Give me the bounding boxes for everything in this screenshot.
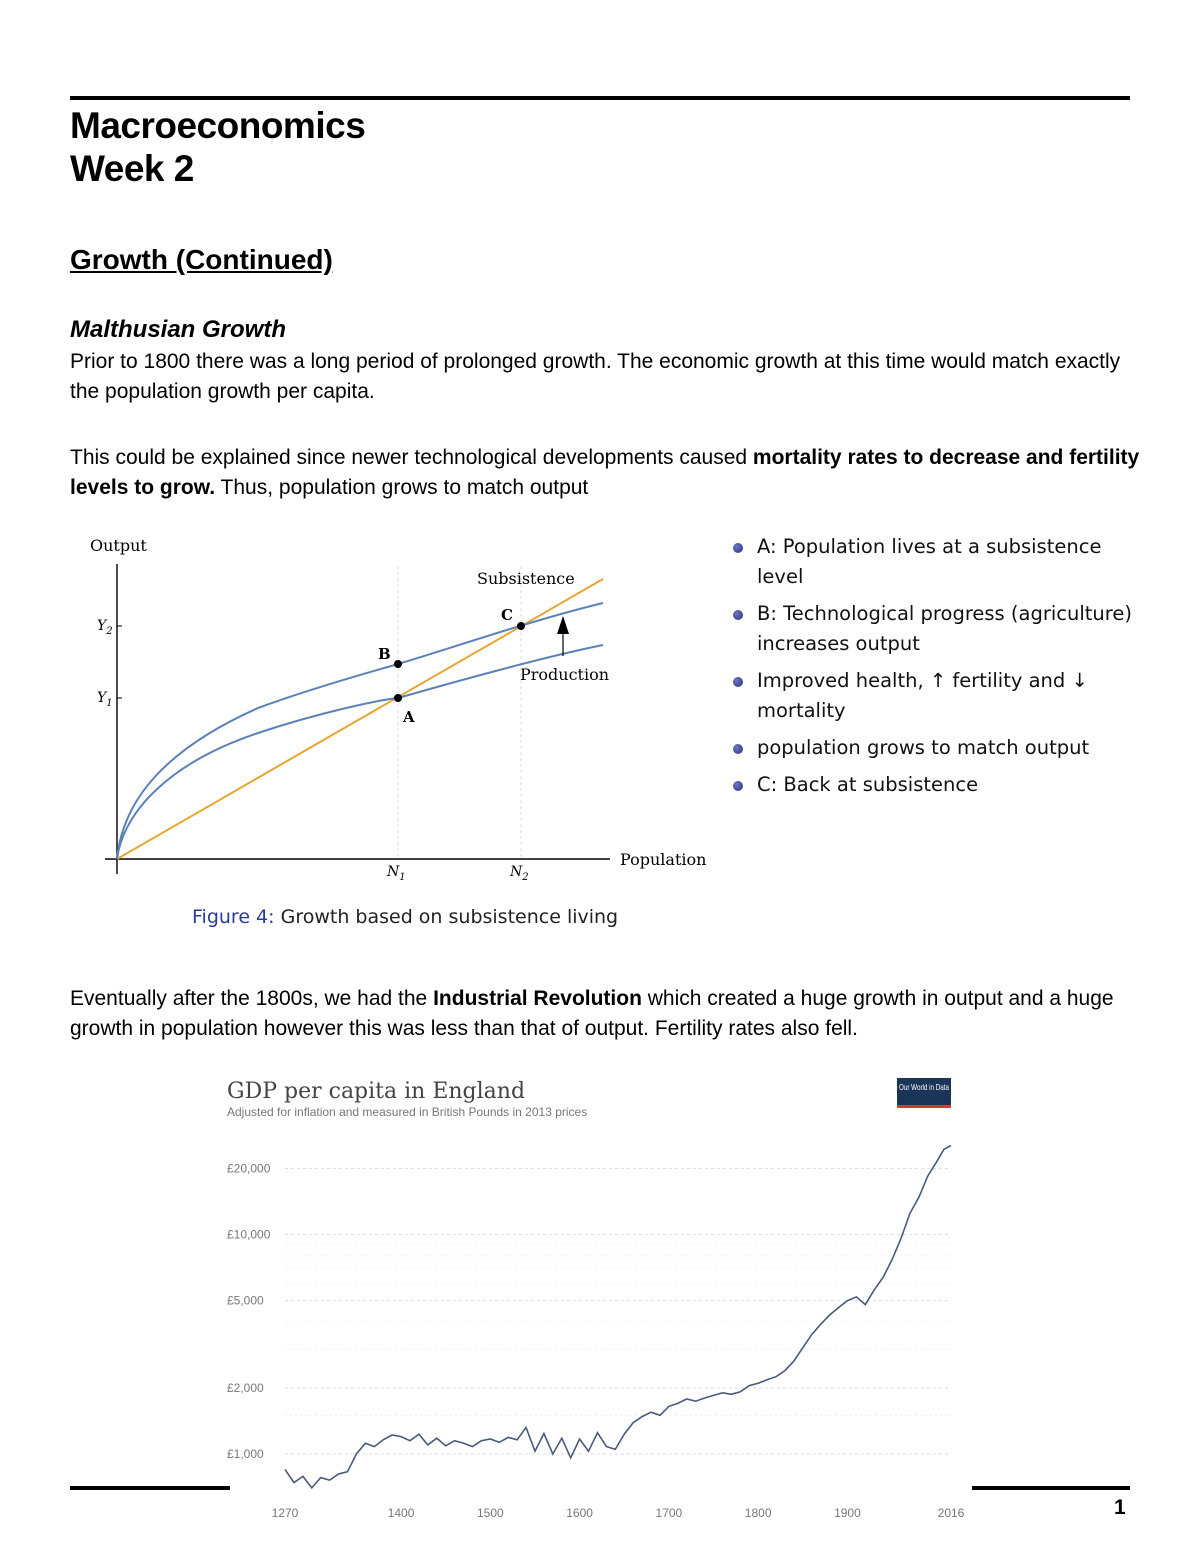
subsistence-label: Subsistence <box>477 569 575 588</box>
x-tick-label: 2016 <box>937 1506 965 1520</box>
paragraph-1: Prior to 1800 there was a long period of prolonged growth. The economic growth at this time would match exactly the population growth per capita. <box>70 350 1121 403</box>
y-tick-label: £10,000 <box>227 1227 271 1242</box>
n2-subscript: 2 <box>522 872 529 883</box>
paragraph-2 <box>70 443 1140 503</box>
shift-arrowhead <box>557 616 569 634</box>
chart-title: GDP per capita in England <box>227 1079 526 1104</box>
bottom-rule-right <box>972 1486 1130 1490</box>
malthusian-figure <box>88 528 708 888</box>
paragraph-3-start: Eventually after the 1800s, we had the <box>70 987 434 1010</box>
y-tick-label: £5,000 <box>227 1293 264 1308</box>
gdp-series-line <box>285 1146 951 1488</box>
n1-tick-label <box>386 864 406 883</box>
output-axis-label: Output <box>90 536 147 555</box>
figure-4-caption <box>192 906 618 928</box>
chart-subtitle: Adjusted for inflation and measured in British Pounds in 2013 prices <box>227 1105 588 1119</box>
point-b <box>394 660 402 668</box>
bottom-rule-left <box>70 1486 230 1490</box>
y-tick-label: £2,000 <box>227 1380 264 1395</box>
subsistence-line <box>117 579 603 859</box>
section-heading: Growth (Continued) <box>70 244 333 275</box>
x-tick-label: 1600 <box>566 1506 593 1520</box>
x-tick-label: 1270 <box>271 1506 299 1520</box>
y1-subscript: 1 <box>106 698 113 709</box>
paragraph-2-start: This could be explained since newer technological developments caused <box>70 446 753 469</box>
paragraph-3-end: which created a huge growth in output and a huge growth in population however this was less than that of output. Fertility rates also fell. <box>70 987 1114 1040</box>
point-c <box>517 622 525 630</box>
bullet-item: C: Back at subsistence <box>730 770 1150 800</box>
x-tick-label: 1900 <box>834 1506 861 1520</box>
x-tick-label: 1700 <box>655 1506 683 1520</box>
document-title <box>70 104 365 190</box>
y2-letter: Y <box>97 618 107 634</box>
y2-subscript: 2 <box>106 626 113 637</box>
y1-letter: Y <box>97 690 107 706</box>
caption-label: Figure 4: <box>192 906 275 928</box>
n1-subscript: 1 <box>399 872 406 883</box>
bullet-item: A: Population lives at a subsistence level <box>730 532 1150 592</box>
population-axis-label: Population <box>620 850 707 869</box>
subsection-heading: Malthusian Growth <box>70 316 286 343</box>
production-curve-high <box>117 603 603 859</box>
n2-tick-label <box>509 864 529 883</box>
paragraph-3 <box>70 984 1140 1044</box>
caption-text: Growth based on subsistence living <box>280 906 619 928</box>
paragraph-2-end: Thus, population grows to match output <box>215 476 589 499</box>
bullet-item: population grows to match output <box>730 733 1150 763</box>
bullet-item: Improved health, ↑ fertility and ↓ mortality <box>730 666 1150 726</box>
title-week: Week 2 <box>70 148 194 189</box>
owid-logo <box>897 1078 951 1108</box>
gdp-chart <box>225 1070 970 1530</box>
point-a <box>394 694 402 702</box>
x-tick-label: 1500 <box>476 1506 504 1520</box>
n1-letter: N <box>387 864 400 880</box>
paragraph-2-bold: mortality rates to decrease and fertility levels to grow. <box>70 446 1140 499</box>
point-a-label: A <box>403 708 415 726</box>
owid-logo-text: Our World in Data <box>899 1082 950 1092</box>
point-b-label: B <box>378 645 391 663</box>
y-tick-label: £1,000 <box>227 1446 264 1461</box>
paragraph-3-bold: Industrial Revolution <box>433 987 642 1010</box>
x-tick-label: 1400 <box>387 1506 415 1520</box>
production-label: Production <box>520 665 610 684</box>
top-rule <box>70 96 1130 100</box>
page-number: 1 <box>1114 1496 1126 1519</box>
y1-tick-label <box>97 690 113 709</box>
title-course: Macroeconomics <box>70 105 366 146</box>
figure-bullet-list <box>730 532 1150 807</box>
y-tick-label: £20,000 <box>227 1161 271 1176</box>
point-c-label: C <box>501 606 513 624</box>
x-tick-label: 1800 <box>744 1506 772 1520</box>
y2-tick-label <box>97 618 113 637</box>
bullet-item: B: Technological progress (agriculture) increases output <box>730 599 1150 659</box>
n2-letter: N <box>510 864 523 880</box>
